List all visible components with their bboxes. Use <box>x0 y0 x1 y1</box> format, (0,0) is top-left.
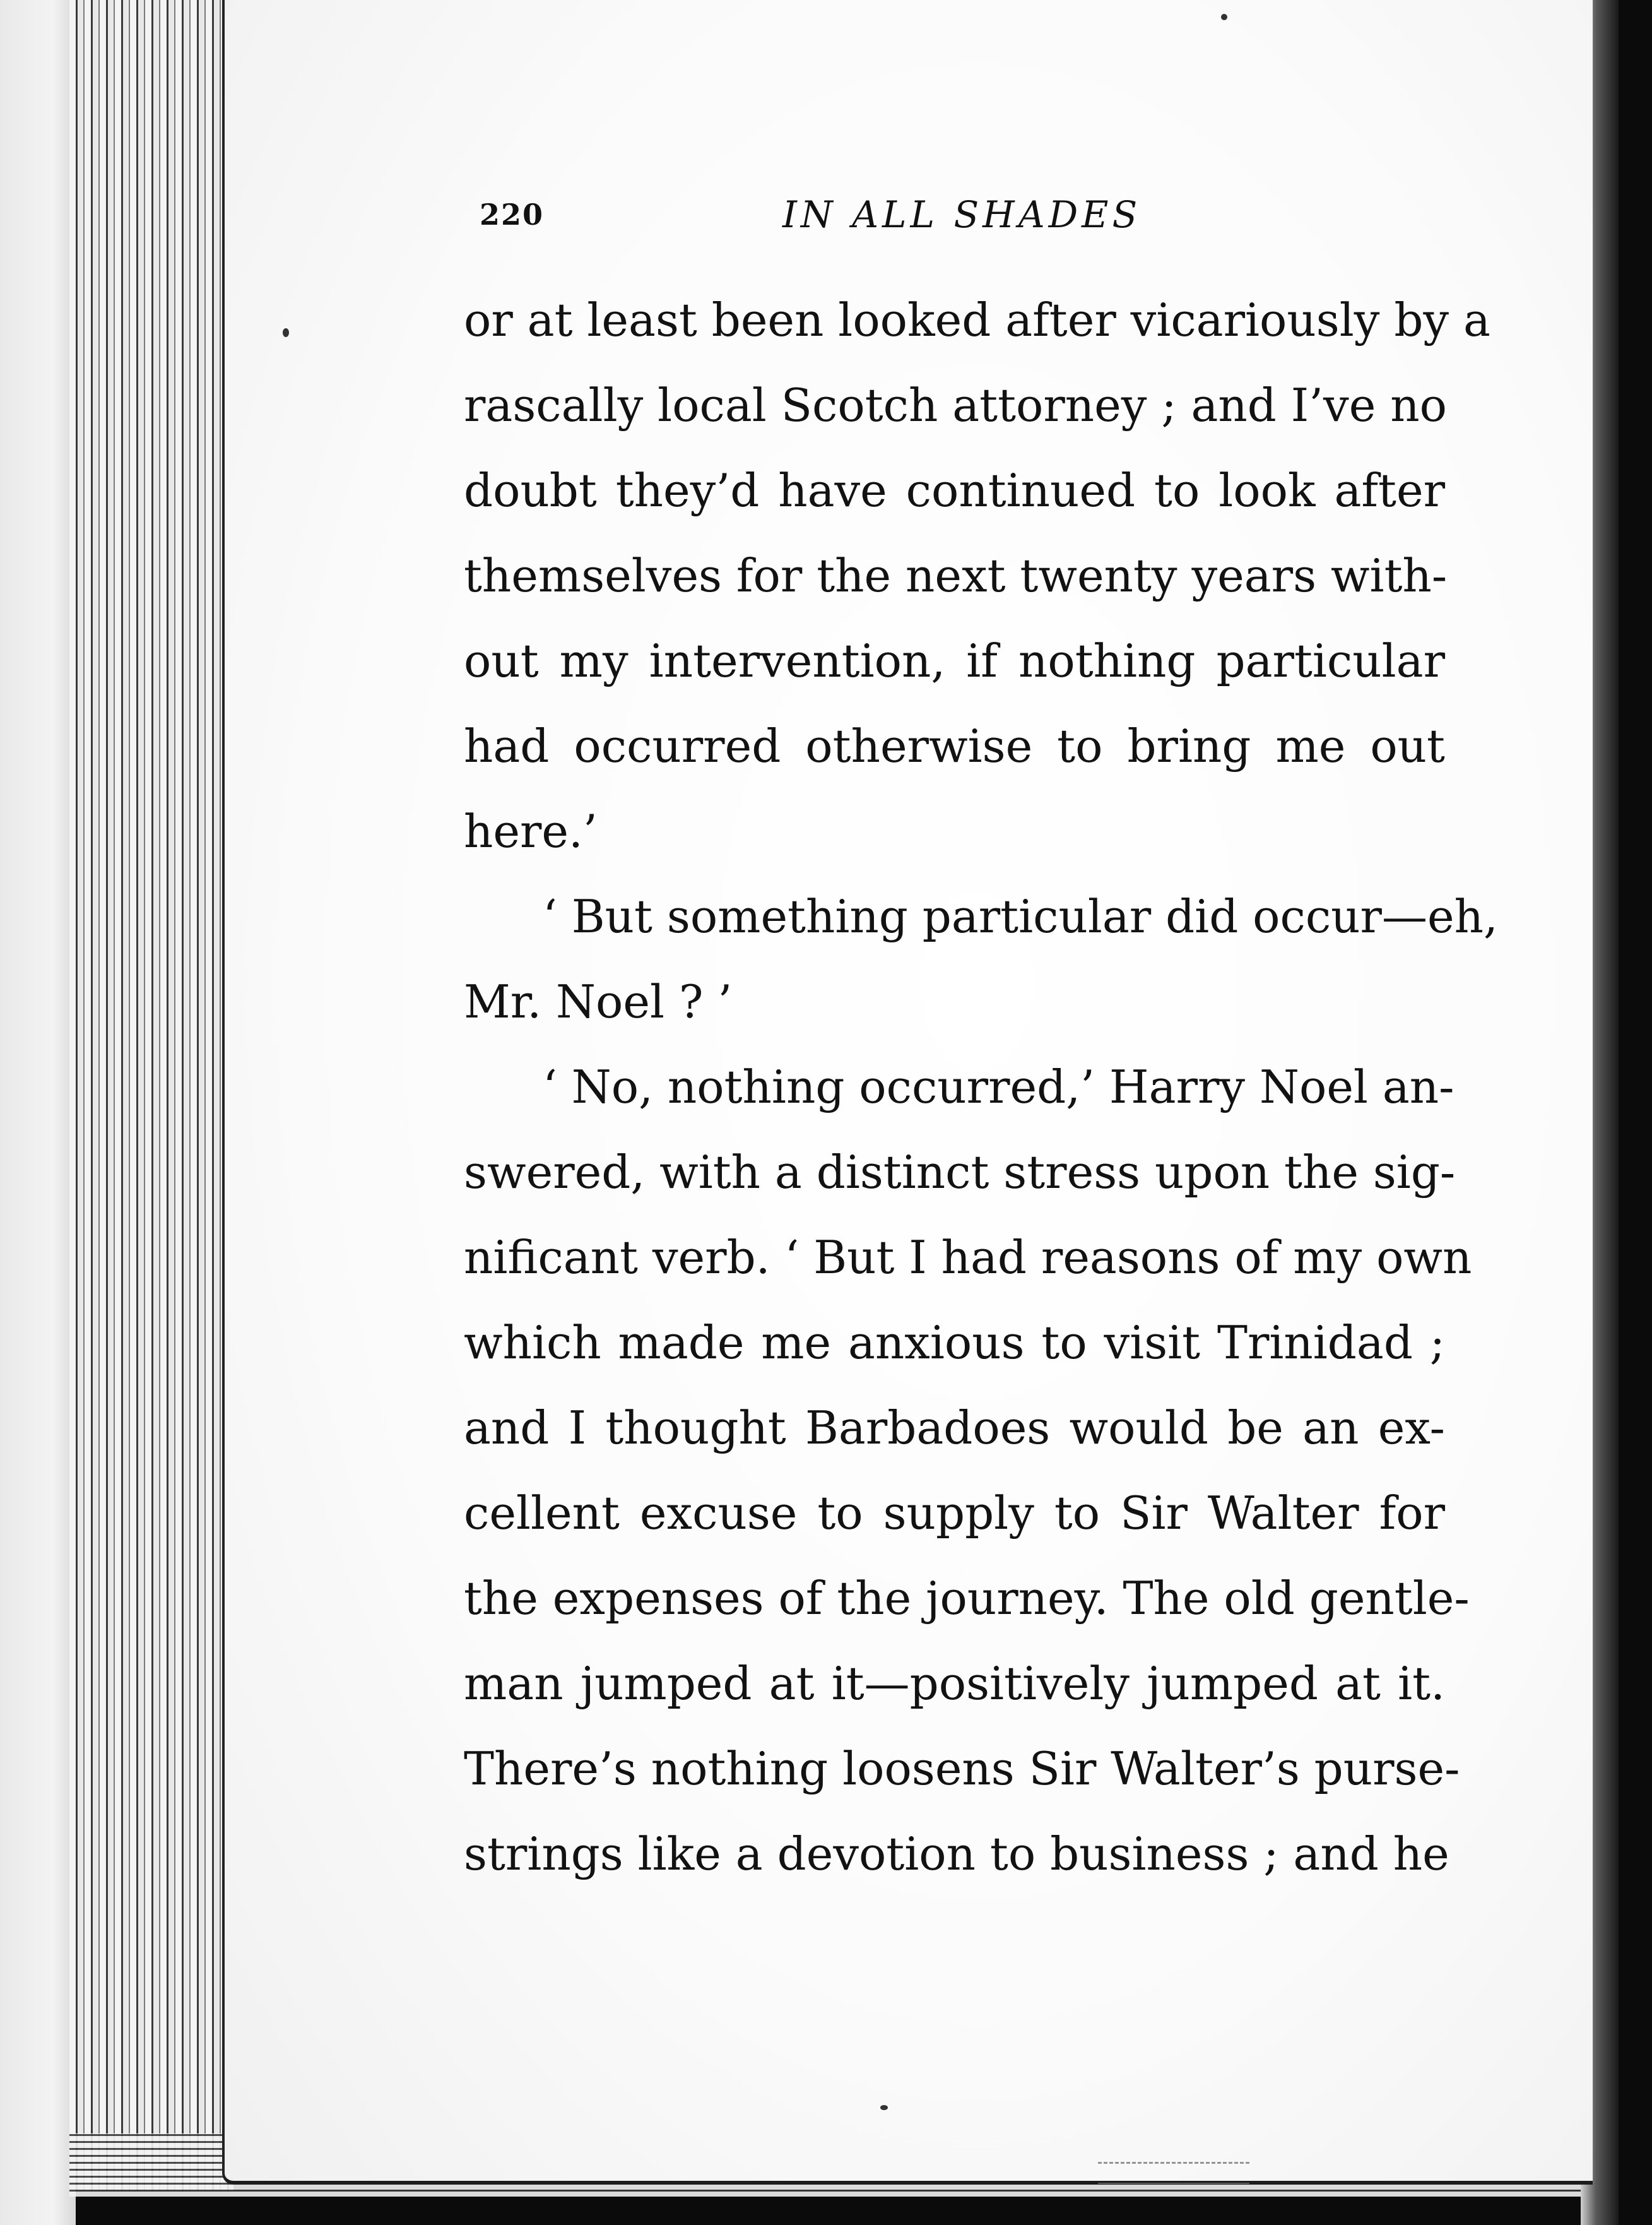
text-line: ‘ No, nothing occurred,’ Harry Noel an- <box>543 1060 1454 1113</box>
running-head <box>480 189 1142 240</box>
page-edges-stack <box>69 0 237 2190</box>
text-line: Mr. Noel ? ’ <box>464 975 733 1028</box>
text-line: and I thought Barbadoes would be an ex- <box>464 1401 1445 1454</box>
text-line: the expenses of the journey. The old gentle- <box>464 1572 1470 1625</box>
page-number: 220 <box>480 198 545 232</box>
text-line: doubt they’d have continued to look after <box>464 464 1445 517</box>
text-line: or at least been looked after vicariously by a <box>464 294 1490 347</box>
text-line: swered, with a distinct stress upon the sig- <box>464 1146 1456 1199</box>
text-line: ‘ But something particular did occur—eh, <box>543 890 1498 943</box>
text-line: strings like a devotion to business ; and he <box>464 1827 1449 1880</box>
ink-speck <box>1221 14 1227 20</box>
text-line: out my intervention, if nothing particular <box>464 634 1445 687</box>
ink-speck <box>880 2105 888 2110</box>
text-line: which made me anxious to visit Trinidad ; <box>464 1316 1445 1369</box>
bottom-page-mark <box>1098 2162 1249 2184</box>
text-line: cellent excuse to supply to Sir Walter for <box>464 1486 1445 1540</box>
text-line: man jumped at it—positively jumped at it. <box>464 1657 1445 1710</box>
text-line: nificant verb. ‘ But I had reasons of my own <box>464 1231 1472 1284</box>
text-line: here.’ <box>464 805 598 858</box>
running-title: IN ALL SHADES <box>782 193 1142 236</box>
left-margin <box>0 0 76 2225</box>
body-text <box>464 278 1498 1897</box>
text-line: had occurred otherwise to bring me out <box>464 720 1445 773</box>
text-line: themselves for the next twenty years with- <box>464 549 1448 602</box>
text-line: There’s nothing loosens Sir Walter’s purse- <box>464 1742 1460 1795</box>
text-line: rascally local Scotch attorney ; and I’ve no <box>464 379 1447 432</box>
ink-speck <box>283 328 289 337</box>
